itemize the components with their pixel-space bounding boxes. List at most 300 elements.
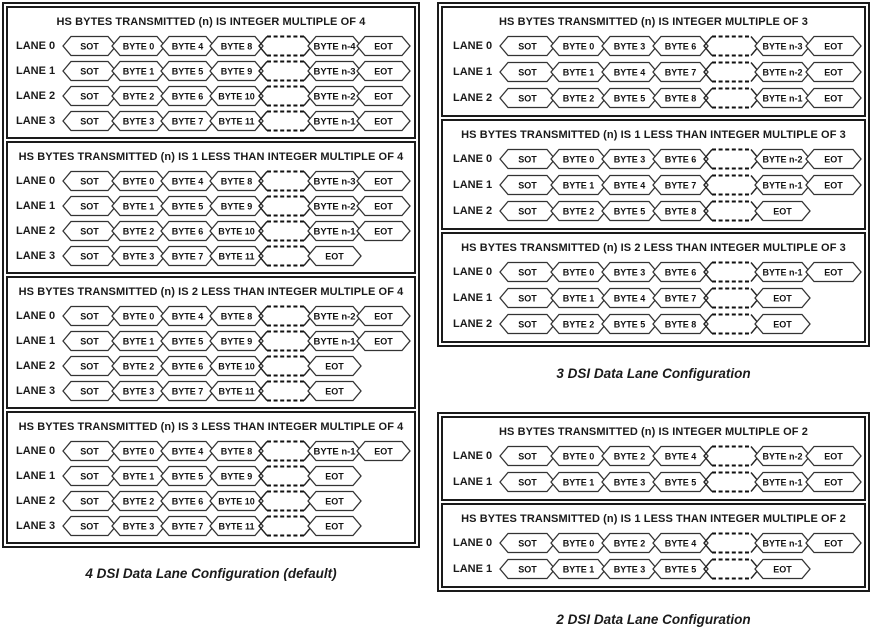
byte-cell xyxy=(209,330,264,352)
eot-cell xyxy=(307,380,362,402)
lane-label: LANE 1 xyxy=(16,334,56,347)
byte-cell xyxy=(111,465,166,487)
byte-cell xyxy=(209,60,264,82)
gap-cell xyxy=(258,305,313,327)
lane-cells xyxy=(62,85,411,107)
svg-text:BYTE n-3: BYTE n-3 xyxy=(313,66,356,76)
byte-cell xyxy=(307,195,362,217)
byte-cell xyxy=(160,85,215,107)
lane-cells xyxy=(62,110,411,132)
gap-cell xyxy=(258,380,313,402)
svg-text:SOT: SOT xyxy=(518,267,537,278)
byte-cell xyxy=(652,174,709,196)
svg-text:BYTE 3: BYTE 3 xyxy=(122,386,155,396)
gap-cell xyxy=(258,330,313,352)
lane-cells xyxy=(62,220,411,242)
byte-cell xyxy=(601,532,658,554)
byte-cell xyxy=(111,195,166,217)
lane-row xyxy=(8,218,414,243)
byte-cell xyxy=(111,245,166,267)
lane-panel xyxy=(441,119,866,230)
lane-label: LANE 0 xyxy=(16,174,56,187)
lane-label: LANE 0 xyxy=(16,309,56,322)
sot-cell xyxy=(62,195,117,217)
byte-cell xyxy=(754,61,811,83)
eot-cell xyxy=(307,515,362,537)
lane-cells xyxy=(62,245,362,267)
byte-cell xyxy=(652,61,709,83)
lane-cells xyxy=(499,61,862,83)
svg-text:BYTE 1: BYTE 1 xyxy=(562,180,595,191)
caption-2-lane: 2 DSI Data Lane Configuration xyxy=(556,612,751,627)
panel-title: HS BYTES TRANSMITTED (n) IS 2 LESS THAN INTEGER MULTIPLE OF 3 xyxy=(461,242,846,254)
byte-cell xyxy=(550,148,607,170)
byte-cell xyxy=(601,471,658,493)
svg-text:SOT: SOT xyxy=(80,336,99,346)
lane-label: LANE 2 xyxy=(16,359,56,372)
svg-text:EOT: EOT xyxy=(325,251,344,261)
svg-text:SOT: SOT xyxy=(80,91,99,101)
lane-row xyxy=(8,108,414,133)
sot-cell xyxy=(62,515,117,537)
svg-text:BYTE 2: BYTE 2 xyxy=(122,361,155,371)
svg-text:SOT: SOT xyxy=(80,386,99,396)
byte-cell xyxy=(209,85,264,107)
svg-text:SOT: SOT xyxy=(80,311,99,321)
svg-text:BYTE 1: BYTE 1 xyxy=(122,336,155,346)
byte-cell xyxy=(754,148,811,170)
svg-text:SOT: SOT xyxy=(80,201,99,211)
svg-text:BYTE n-1: BYTE n-1 xyxy=(313,336,356,346)
lane-label: LANE 2 xyxy=(453,92,493,104)
eot-cell xyxy=(356,110,411,132)
svg-text:BYTE n-1: BYTE n-1 xyxy=(762,267,803,278)
svg-text:BYTE 2: BYTE 2 xyxy=(562,93,595,104)
lane-row xyxy=(443,469,864,495)
svg-text:BYTE 8: BYTE 8 xyxy=(664,319,697,330)
svg-text:BYTE 11: BYTE 11 xyxy=(218,521,255,531)
svg-text:SOT: SOT xyxy=(518,319,537,330)
svg-text:BYTE n-4: BYTE n-4 xyxy=(313,41,356,51)
lane-cells xyxy=(62,305,411,327)
byte-cell xyxy=(550,174,607,196)
lane-label: LANE 0 xyxy=(453,266,493,278)
byte-cell xyxy=(550,313,607,335)
svg-text:EOT: EOT xyxy=(374,176,393,186)
byte-cell xyxy=(160,195,215,217)
lane-cells xyxy=(62,380,362,402)
byte-cell xyxy=(307,110,362,132)
lane-cells xyxy=(499,87,862,109)
sot-cell xyxy=(62,245,117,267)
panel-title: HS BYTES TRANSMITTED (n) IS INTEGER MULTIPLE OF 4 xyxy=(56,16,366,28)
lane-cells xyxy=(62,465,362,487)
lane-cells xyxy=(499,471,862,493)
byte-cell xyxy=(652,313,709,335)
lane-row xyxy=(443,146,864,172)
lane-cells xyxy=(62,60,411,82)
svg-text:BYTE 7: BYTE 7 xyxy=(664,293,697,304)
byte-cell xyxy=(160,490,215,512)
lane-cells xyxy=(499,445,862,467)
byte-cell xyxy=(754,261,811,283)
svg-text:EOT: EOT xyxy=(325,361,344,371)
lane-cells xyxy=(62,170,411,192)
svg-text:BYTE 8: BYTE 8 xyxy=(220,311,253,321)
lane-cells xyxy=(499,261,862,283)
svg-text:BYTE 4: BYTE 4 xyxy=(613,293,646,304)
gap-cell xyxy=(703,61,760,83)
byte-cell xyxy=(550,445,607,467)
svg-text:BYTE 2: BYTE 2 xyxy=(122,226,155,236)
eot-cell xyxy=(754,558,811,580)
svg-text:BYTE n-1: BYTE n-1 xyxy=(762,477,803,488)
lane-label: LANE 1 xyxy=(453,179,493,191)
svg-text:BYTE n-1: BYTE n-1 xyxy=(313,226,356,236)
byte-cell xyxy=(550,558,607,580)
sot-cell xyxy=(62,330,117,352)
svg-text:SOT: SOT xyxy=(80,446,99,456)
lane-label: LANE 1 xyxy=(453,292,493,304)
lane-cells xyxy=(499,35,862,57)
byte-cell xyxy=(160,440,215,462)
byte-cell xyxy=(111,380,166,402)
gap-cell xyxy=(703,558,760,580)
gap-cell xyxy=(258,60,313,82)
svg-text:BYTE 1: BYTE 1 xyxy=(562,67,595,78)
sot-cell xyxy=(499,200,556,222)
svg-text:EOT: EOT xyxy=(824,67,843,78)
lane-label: LANE 1 xyxy=(453,476,493,488)
svg-text:SOT: SOT xyxy=(518,538,537,549)
gap-cell xyxy=(703,174,760,196)
lane-row xyxy=(8,58,414,83)
svg-text:BYTE 2: BYTE 2 xyxy=(122,91,155,101)
svg-text:BYTE n-1: BYTE n-1 xyxy=(313,116,356,126)
svg-text:BYTE 2: BYTE 2 xyxy=(562,319,595,330)
svg-text:SOT: SOT xyxy=(80,226,99,236)
svg-text:BYTE 8: BYTE 8 xyxy=(664,206,697,217)
svg-text:BYTE 5: BYTE 5 xyxy=(171,336,204,346)
lane-cells xyxy=(499,174,862,196)
svg-text:BYTE 4: BYTE 4 xyxy=(171,311,204,321)
svg-text:BYTE n-3: BYTE n-3 xyxy=(762,41,803,52)
eot-cell xyxy=(356,60,411,82)
sot-cell xyxy=(499,35,556,57)
byte-cell xyxy=(601,87,658,109)
eot-cell xyxy=(307,490,362,512)
svg-text:BYTE 1: BYTE 1 xyxy=(562,293,595,304)
eot-cell xyxy=(307,245,362,267)
lane-config-group-3-lane xyxy=(437,2,870,347)
lane-row xyxy=(443,172,864,198)
svg-text:BYTE 0: BYTE 0 xyxy=(122,311,155,321)
svg-text:SOT: SOT xyxy=(518,451,537,462)
svg-text:SOT: SOT xyxy=(518,206,537,217)
svg-text:BYTE 2: BYTE 2 xyxy=(122,496,155,506)
svg-text:EOT: EOT xyxy=(773,319,792,330)
byte-cell xyxy=(307,440,362,462)
svg-text:SOT: SOT xyxy=(80,521,99,531)
svg-text:BYTE n-2: BYTE n-2 xyxy=(762,451,803,462)
gap-cell xyxy=(258,110,313,132)
byte-cell xyxy=(160,305,215,327)
lane-row xyxy=(8,303,414,328)
lane-row xyxy=(8,378,414,403)
lane-cells xyxy=(499,532,862,554)
svg-text:EOT: EOT xyxy=(824,154,843,165)
lane-row xyxy=(443,311,864,337)
byte-cell xyxy=(209,355,264,377)
gap-cell xyxy=(703,148,760,170)
lane-panel xyxy=(441,232,866,343)
byte-cell xyxy=(111,515,166,537)
svg-text:BYTE 8: BYTE 8 xyxy=(220,446,253,456)
byte-cell xyxy=(209,220,264,242)
svg-text:BYTE 0: BYTE 0 xyxy=(122,446,155,456)
svg-text:BYTE 4: BYTE 4 xyxy=(171,41,204,51)
svg-text:BYTE 11: BYTE 11 xyxy=(218,386,255,396)
lane-cells xyxy=(499,558,811,580)
lane-panel xyxy=(6,6,416,139)
svg-text:BYTE 0: BYTE 0 xyxy=(562,538,595,549)
byte-cell xyxy=(652,445,709,467)
sot-cell xyxy=(499,174,556,196)
byte-cell xyxy=(652,200,709,222)
byte-cell xyxy=(652,87,709,109)
sot-cell xyxy=(499,313,556,335)
svg-text:SOT: SOT xyxy=(80,41,99,51)
byte-cell xyxy=(601,261,658,283)
svg-text:BYTE 4: BYTE 4 xyxy=(664,451,697,462)
svg-text:EOT: EOT xyxy=(374,311,393,321)
gap-cell xyxy=(258,440,313,462)
byte-cell xyxy=(111,60,166,82)
svg-text:BYTE n-2: BYTE n-2 xyxy=(313,311,356,321)
svg-text:SOT: SOT xyxy=(80,361,99,371)
gap-cell xyxy=(703,532,760,554)
svg-text:BYTE n-2: BYTE n-2 xyxy=(762,154,803,165)
svg-text:SOT: SOT xyxy=(518,477,537,488)
byte-cell xyxy=(160,60,215,82)
byte-cell xyxy=(160,35,215,57)
lane-row xyxy=(8,438,414,463)
svg-text:EOT: EOT xyxy=(824,93,843,104)
svg-text:BYTE 4: BYTE 4 xyxy=(171,446,204,456)
lane-label: LANE 0 xyxy=(453,40,493,52)
svg-text:EOT: EOT xyxy=(773,564,792,575)
sot-cell xyxy=(62,85,117,107)
svg-text:BYTE 9: BYTE 9 xyxy=(220,201,253,211)
lane-cells xyxy=(62,195,411,217)
svg-text:BYTE 0: BYTE 0 xyxy=(562,267,595,278)
byte-cell xyxy=(307,170,362,192)
svg-text:EOT: EOT xyxy=(824,477,843,488)
svg-text:SOT: SOT xyxy=(80,66,99,76)
byte-cell xyxy=(754,35,811,57)
svg-text:SOT: SOT xyxy=(518,67,537,78)
lane-row xyxy=(443,443,864,469)
byte-cell xyxy=(601,200,658,222)
lane-row xyxy=(443,85,864,111)
byte-cell xyxy=(652,532,709,554)
lane-label: LANE 3 xyxy=(16,114,56,127)
svg-text:BYTE 8: BYTE 8 xyxy=(664,93,697,104)
byte-cell xyxy=(209,515,264,537)
svg-text:BYTE 2: BYTE 2 xyxy=(613,451,646,462)
svg-text:EOT: EOT xyxy=(374,446,393,456)
svg-text:BYTE 4: BYTE 4 xyxy=(171,176,204,186)
byte-cell xyxy=(601,61,658,83)
sot-cell xyxy=(62,170,117,192)
svg-text:BYTE 6: BYTE 6 xyxy=(171,361,204,371)
byte-cell xyxy=(550,532,607,554)
svg-text:BYTE 1: BYTE 1 xyxy=(122,201,155,211)
svg-text:BYTE n-3: BYTE n-3 xyxy=(313,176,356,186)
byte-cell xyxy=(652,471,709,493)
lane-panel xyxy=(441,6,866,117)
eot-cell xyxy=(805,174,862,196)
sot-cell xyxy=(62,220,117,242)
byte-cell xyxy=(550,200,607,222)
svg-text:BYTE 5: BYTE 5 xyxy=(171,471,204,481)
lane-label: LANE 0 xyxy=(453,537,493,549)
byte-cell xyxy=(209,465,264,487)
byte-cell xyxy=(601,35,658,57)
svg-text:BYTE 4: BYTE 4 xyxy=(664,538,697,549)
sot-cell xyxy=(499,471,556,493)
svg-text:SOT: SOT xyxy=(80,176,99,186)
svg-text:EOT: EOT xyxy=(773,206,792,217)
sot-cell xyxy=(499,532,556,554)
svg-text:SOT: SOT xyxy=(518,93,537,104)
gap-cell xyxy=(703,445,760,467)
byte-cell xyxy=(160,110,215,132)
lane-label: LANE 2 xyxy=(16,494,56,507)
byte-cell xyxy=(307,330,362,352)
eot-cell xyxy=(754,200,811,222)
lane-label: LANE 3 xyxy=(16,384,56,397)
lane-row xyxy=(443,556,864,582)
lane-cells xyxy=(499,313,811,335)
gap-cell xyxy=(703,261,760,283)
byte-cell xyxy=(111,110,166,132)
svg-text:BYTE n-2: BYTE n-2 xyxy=(313,201,356,211)
svg-text:EOT: EOT xyxy=(824,538,843,549)
lane-cells xyxy=(499,148,862,170)
byte-cell xyxy=(209,195,264,217)
gap-cell xyxy=(258,355,313,377)
gap-cell xyxy=(703,87,760,109)
gap-cell xyxy=(703,35,760,57)
svg-text:EOT: EOT xyxy=(325,521,344,531)
eot-cell xyxy=(754,313,811,335)
lane-row xyxy=(8,168,414,193)
gap-cell xyxy=(258,35,313,57)
lane-row xyxy=(443,530,864,556)
eot-cell xyxy=(356,170,411,192)
byte-cell xyxy=(111,35,166,57)
svg-text:EOT: EOT xyxy=(374,201,393,211)
lane-label: LANE 1 xyxy=(16,199,56,212)
sot-cell xyxy=(499,148,556,170)
sot-cell xyxy=(62,35,117,57)
eot-cell xyxy=(356,35,411,57)
svg-text:BYTE 3: BYTE 3 xyxy=(613,267,646,278)
lane-cells xyxy=(62,355,362,377)
byte-cell xyxy=(550,261,607,283)
lane-cells xyxy=(62,490,362,512)
byte-cell xyxy=(754,532,811,554)
sot-cell xyxy=(62,490,117,512)
panel-title: HS BYTES TRANSMITTED (n) IS 1 LESS THAN INTEGER MULTIPLE OF 4 xyxy=(18,151,404,163)
svg-text:BYTE 5: BYTE 5 xyxy=(664,477,697,488)
svg-text:EOT: EOT xyxy=(824,41,843,52)
byte-cell xyxy=(550,61,607,83)
lane-row xyxy=(8,463,414,488)
gap-cell xyxy=(703,471,760,493)
gap-cell xyxy=(258,490,313,512)
lane-config-group-2-lane xyxy=(437,412,870,592)
lane-row xyxy=(8,488,414,513)
svg-text:BYTE n-1: BYTE n-1 xyxy=(313,446,356,456)
byte-cell xyxy=(209,245,264,267)
lane-label: LANE 1 xyxy=(16,469,56,482)
lane-panel xyxy=(441,416,866,501)
svg-text:BYTE n-1: BYTE n-1 xyxy=(762,538,803,549)
gap-cell xyxy=(258,85,313,107)
svg-text:BYTE 6: BYTE 6 xyxy=(171,226,204,236)
sot-cell xyxy=(499,445,556,467)
svg-text:BYTE n-2: BYTE n-2 xyxy=(762,67,803,78)
gap-cell xyxy=(703,287,760,309)
svg-text:BYTE 5: BYTE 5 xyxy=(613,206,646,217)
gap-cell xyxy=(258,220,313,242)
svg-text:BYTE 7: BYTE 7 xyxy=(171,116,204,126)
byte-cell xyxy=(601,313,658,335)
byte-cell xyxy=(652,148,709,170)
sot-cell xyxy=(62,380,117,402)
byte-cell xyxy=(307,220,362,242)
svg-text:BYTE 9: BYTE 9 xyxy=(220,471,253,481)
svg-text:SOT: SOT xyxy=(80,251,99,261)
svg-text:EOT: EOT xyxy=(824,180,843,191)
lane-label: LANE 3 xyxy=(16,249,56,262)
svg-text:EOT: EOT xyxy=(773,293,792,304)
svg-text:BYTE 3: BYTE 3 xyxy=(613,41,646,52)
byte-cell xyxy=(209,170,264,192)
gap-cell xyxy=(258,170,313,192)
svg-text:BYTE 7: BYTE 7 xyxy=(171,521,204,531)
svg-text:BYTE 0: BYTE 0 xyxy=(122,176,155,186)
svg-text:BYTE 10: BYTE 10 xyxy=(218,91,255,101)
svg-text:BYTE 8: BYTE 8 xyxy=(220,41,253,51)
svg-text:BYTE 0: BYTE 0 xyxy=(122,41,155,51)
svg-text:BYTE 7: BYTE 7 xyxy=(664,180,697,191)
panel-title: HS BYTES TRANSMITTED (n) IS INTEGER MULTIPLE OF 2 xyxy=(498,426,809,438)
lane-panel xyxy=(6,411,416,544)
sot-cell xyxy=(62,60,117,82)
svg-text:EOT: EOT xyxy=(374,66,393,76)
gap-cell xyxy=(258,245,313,267)
svg-text:EOT: EOT xyxy=(374,116,393,126)
svg-text:BYTE 3: BYTE 3 xyxy=(122,116,155,126)
byte-cell xyxy=(111,305,166,327)
eot-cell xyxy=(805,148,862,170)
svg-text:BYTE 8: BYTE 8 xyxy=(220,176,253,186)
svg-text:BYTE 0: BYTE 0 xyxy=(562,41,595,52)
lane-label: LANE 2 xyxy=(16,224,56,237)
